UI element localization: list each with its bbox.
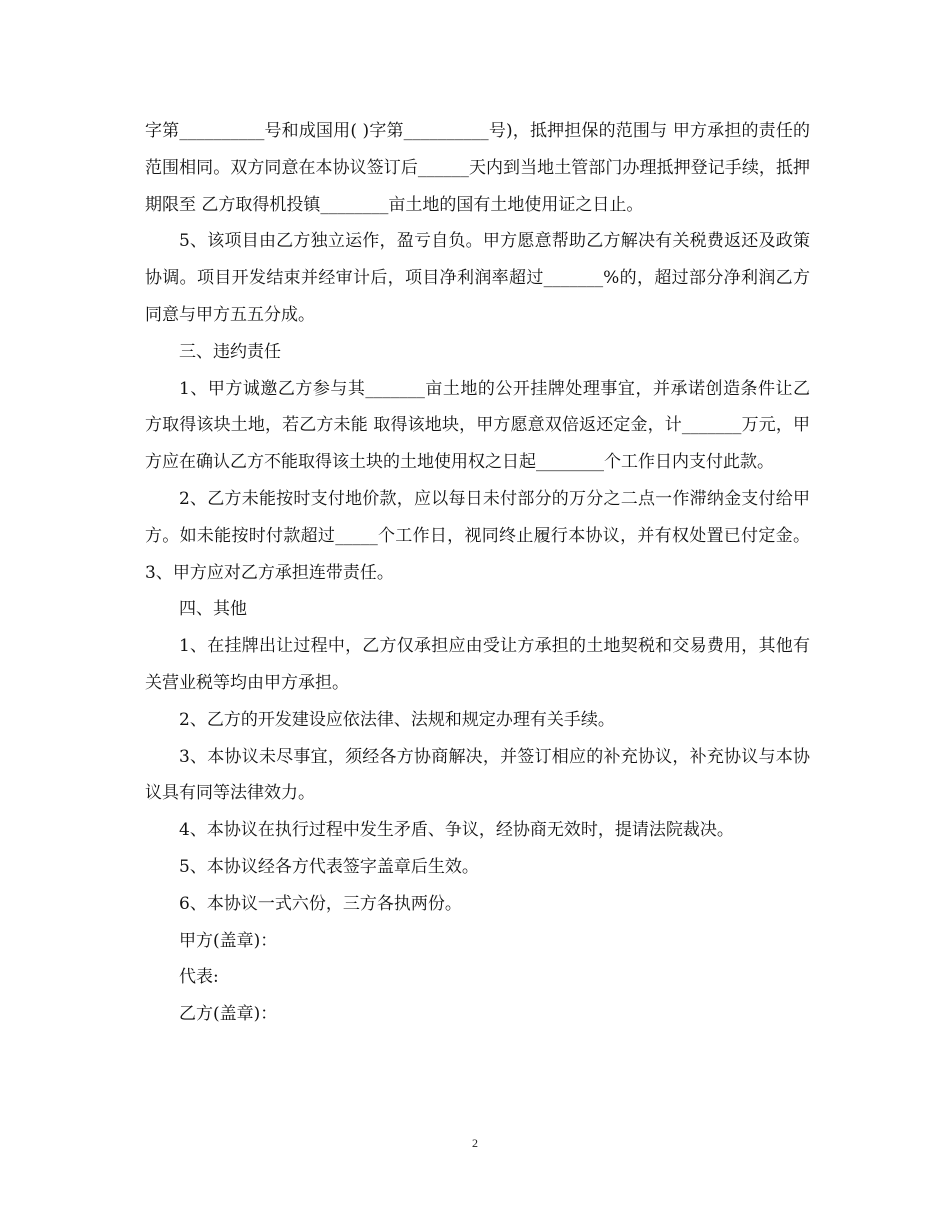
signature-party-b: 乙方(盖章)：	[179, 1004, 278, 1025]
paragraph-mortgage-clause: 字第__________号和成国用( )字第__________号)，抵押担保的范围与 甲方承担的责任的范围相同。双方同意在本协议签订后______天内到当地土管部门办理抵押登记手续，抵押期限至 乙方取得机投镇________亩土地的国有土地使用证之日止。	[145, 121, 810, 215]
section-heading-breach-liability: 三、违约责任	[179, 341, 281, 362]
paragraph-other-item-4: 4、本协议在执行过程中发生矛盾、争议，经协商无效时，提请法院裁决。	[179, 820, 734, 841]
paragraph-breach-item-2: 2、乙方未能按时支付地价款，应以每日未付部分的万分之二点一作滞纳金支付给甲方。如未能按时付款超过_____个工作日，视同终止履行本协议，并有权处置已付定金。3、甲方应对乙方承担连带责任。	[145, 488, 810, 583]
paragraph-item-5-profit-sharing: 5、该项目由乙方独立运作，盈亏自负。甲方愿意帮助乙方解决有关税费返还及政策协调。项目开发结束并经审计后，项目净利润率超过_______%的，超过部分净利润乙方同意与甲方五五分成。	[145, 231, 810, 325]
section-heading-other: 四、其他	[179, 599, 247, 620]
paragraph-other-item-1: 1、在挂牌出让过程中，乙方仅承担应由受让方承担的土地契税和交易费用，其他有关营业税等均由甲方承担。	[145, 636, 810, 693]
paragraph-other-item-5: 5、本协议经各方代表签字盖章后生效。	[179, 856, 479, 877]
document-body	[145, 113, 810, 1033]
paragraph-other-item-2: 2、乙方的开发建设应依法律、法规和规定办理有关手续。	[179, 709, 615, 730]
signature-representative: 代表:	[179, 967, 219, 988]
signature-party-a: 甲方(盖章)：	[179, 930, 278, 951]
paragraph-breach-item-1: 1、甲方诚邀乙方参与其_______亩土地的公开挂牌处理事宜，并承诺创造条件让乙方取得该块土地，若乙方未能 取得该地块，甲方愿意双倍返还定金，计_______万元，甲方应在确认乙方不能取得该土块的土地使用权之日起________个工作日内支付此款。	[145, 378, 810, 473]
paragraph-other-item-6: 6、本协议一式六份，三方各执两份。	[179, 893, 462, 914]
paragraph-other-item-3: 3、本协议未尽事宜，须经各方协商解决，并签订相应的补充协议，补充协议与本协议具有同等法律效力。	[145, 746, 810, 804]
page-number: 2	[472, 1136, 478, 1150]
